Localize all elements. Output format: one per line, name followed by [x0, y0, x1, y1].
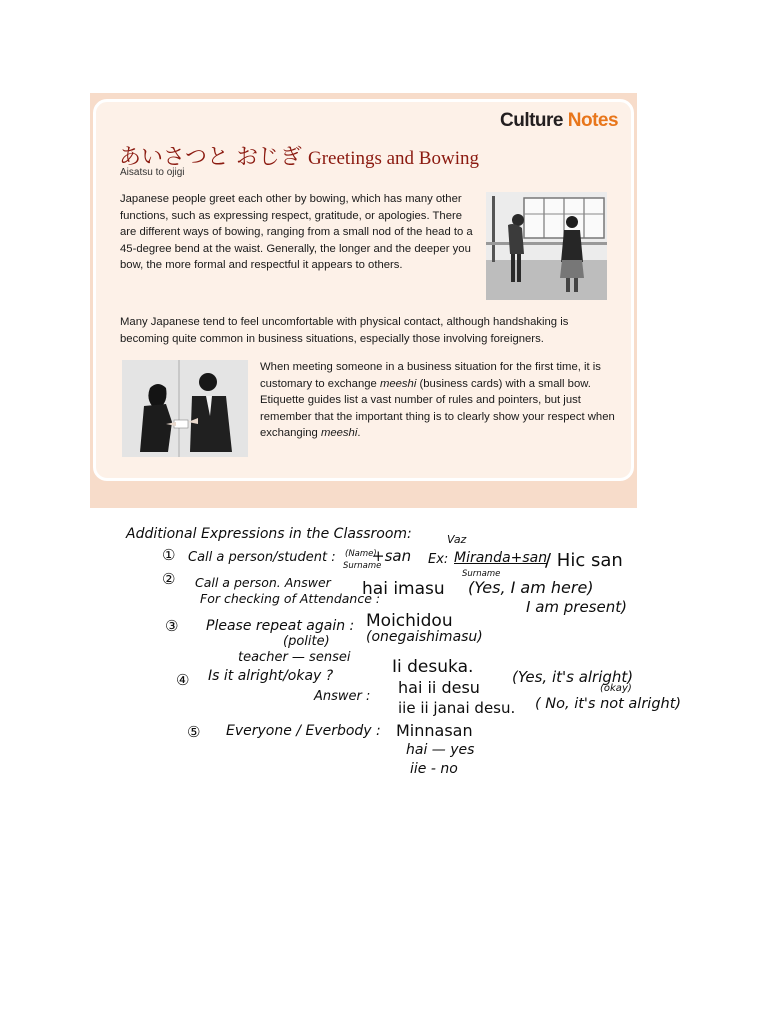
- item4-yes-japanese: hai ii desu: [398, 678, 480, 697]
- bowing-students-photo: [486, 192, 607, 300]
- item3-japanese: Moichidou: [366, 611, 453, 631]
- item3-label: Please repeat again :: [206, 618, 355, 634]
- brand-notes: Notes: [567, 110, 619, 131]
- title-english: Greetings and Bowing: [308, 148, 479, 169]
- item4-yes-translation: (Yes, it's alright): [512, 668, 634, 686]
- item1-surname-note: Surname: [343, 561, 382, 571]
- notes-heading: Additional Expressions in the Classroom:: [126, 526, 412, 542]
- item4-no-translation: ( No, it's not alright): [535, 696, 682, 712]
- item1-example-marker: Ex:: [428, 552, 449, 567]
- item4-answer-label: Answer :: [314, 689, 371, 704]
- item4-label: Is it alright/okay ?: [208, 668, 334, 684]
- title-japanese: あいさつと おじぎ: [119, 145, 302, 170]
- item3-polite: (polite): [283, 634, 330, 649]
- brand-culture: Culture: [500, 110, 568, 131]
- item2-sublabel: For checking of Attendance :: [200, 591, 381, 606]
- p3-term-meeshi-2: meeshi: [320, 427, 358, 440]
- item4-okay-note: (okay): [600, 683, 632, 694]
- item2-japanese: hai imasu: [362, 579, 445, 599]
- p3-text-c: .: [357, 427, 361, 440]
- item5-label: Everyone / Everbody :: [226, 723, 381, 739]
- item4-no-japanese: iie ii janai desu.: [398, 699, 516, 717]
- item5-japanese: Minnasan: [396, 721, 473, 740]
- item1-vaz: Vaz: [447, 533, 467, 546]
- paragraph-bowing: Japanese people greet each other by bowing, which has many other functions, such as expressing respect, gratitude, or apologies. There are different ways of bowing, ranging from a small nod of the head to a 45-degree bend at the waist. Generally, the longer and the deeper you bow, the more formal and respectful it appears to others.: [120, 193, 473, 272]
- item1-name-placeholder: (Name): [345, 549, 377, 559]
- item1-example: Miranda+san: [454, 550, 548, 566]
- item5-yes: hai — yes: [406, 742, 475, 758]
- p3-text-a: When meeting someone in a business situation for the first time, it is customary to exchange: [260, 361, 601, 390]
- business-card-exchange-photo: [122, 360, 248, 457]
- p3-term-meeshi: meeshi: [379, 377, 417, 390]
- p3-text-b: (business cards) with a small bow. Etiquette guides list a vast number of rules and pointers, but just remember that the important thing is to clearly show your respect when exchanging: [260, 377, 615, 440]
- item2-translation: (Yes, I am here): [468, 578, 594, 597]
- item1-alternative: / Hic san: [545, 550, 623, 571]
- item3-number: ③: [165, 617, 179, 635]
- item1-label: Call a person/student :: [188, 550, 336, 565]
- item1-san: +san: [372, 547, 412, 565]
- paragraph-business-cards: [260, 359, 615, 442]
- item4-japanese: Ii desuka.: [392, 657, 474, 677]
- item1-number: ①: [162, 546, 176, 564]
- item1-example-surname: Surname: [462, 569, 501, 579]
- teacher-vocab: teacher — sensei: [238, 650, 351, 665]
- title-romanization: Aisatsu to ojigi: [120, 167, 185, 178]
- item4-number: ④: [176, 671, 190, 689]
- item5-number: ⑤: [187, 723, 201, 741]
- culture-notes-logo: [500, 110, 618, 132]
- item3-japanese-polite: (onegaishimasu): [366, 629, 483, 645]
- item2-label: Call a person. Answer: [195, 575, 331, 590]
- item2-number: ②: [162, 570, 176, 588]
- item2-translation-alt: I am present): [526, 598, 627, 616]
- paragraph-physical-contact: Many Japanese tend to feel uncomfortable with physical contact, although handshaking is becoming quite common in business situations, especially those involving foreigners.: [120, 316, 569, 345]
- item5-no: iie - no: [410, 761, 458, 777]
